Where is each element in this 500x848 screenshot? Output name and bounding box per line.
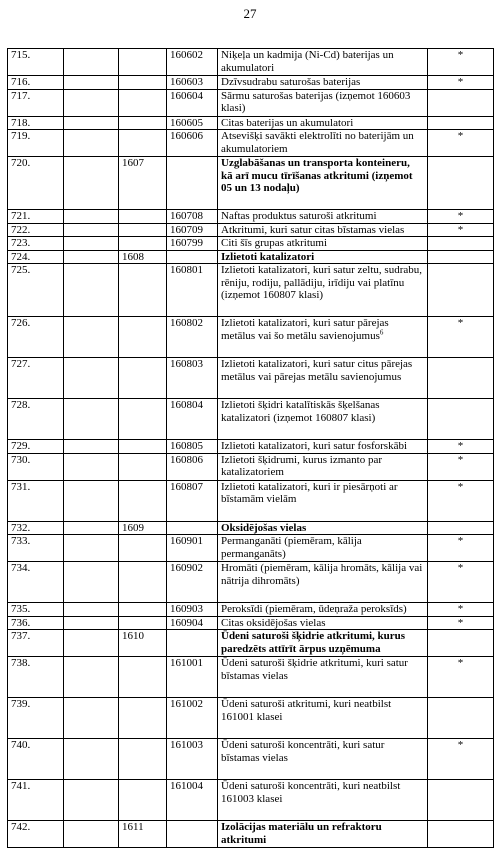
waste-description: Izlietoti katalizatori, kuri satur fosforskābi bbox=[218, 440, 428, 454]
hazard-mark: * bbox=[428, 440, 494, 454]
row-number: 723. bbox=[8, 237, 64, 251]
waste-code: 160709 bbox=[167, 223, 218, 237]
waste-description: Atsevišķi savākti elektrolīti no baterijām un akumulatoriem bbox=[218, 130, 428, 157]
row-number: 717. bbox=[8, 89, 64, 116]
row-number: 727. bbox=[8, 358, 64, 399]
waste-code bbox=[167, 630, 218, 657]
table-row bbox=[8, 603, 494, 617]
empty-cell bbox=[64, 453, 119, 480]
empty-cell bbox=[64, 562, 119, 603]
waste-code: 160801 bbox=[167, 264, 218, 317]
hazard-mark bbox=[428, 521, 494, 535]
table-row bbox=[8, 250, 494, 264]
table-row bbox=[8, 89, 494, 116]
table-row bbox=[8, 739, 494, 780]
group-code: 1608 bbox=[119, 250, 167, 264]
waste-description: Citi šīs grupas atkritumi bbox=[218, 237, 428, 251]
row-number: 742. bbox=[8, 821, 64, 848]
waste-description: Ūdeni saturoši koncentrāti, kuri neatbilst 161003 klasei bbox=[218, 780, 428, 821]
row-number: 719. bbox=[8, 130, 64, 157]
row-number: 721. bbox=[8, 210, 64, 224]
waste-description: Ūdeni saturoši koncentrāti, kuri satur bīstamas vielas bbox=[218, 739, 428, 780]
waste-code: 160807 bbox=[167, 480, 218, 521]
group-code bbox=[119, 89, 167, 116]
waste-description: Izlietoti katalizatori, kuri ir piesārņoti ar bīstamām vielām bbox=[218, 480, 428, 521]
waste-code: 160606 bbox=[167, 130, 218, 157]
group-code bbox=[119, 49, 167, 76]
waste-code: 160802 bbox=[167, 317, 218, 358]
waste-code: 161003 bbox=[167, 739, 218, 780]
table-row bbox=[8, 76, 494, 90]
waste-description: Atkritumi, kuri satur citas bīstamas vielas bbox=[218, 223, 428, 237]
hazard-mark: * bbox=[428, 739, 494, 780]
table-row bbox=[8, 480, 494, 521]
hazard-mark bbox=[428, 358, 494, 399]
row-number: 737. bbox=[8, 630, 64, 657]
waste-description: Dzīvsudrabu saturošas baterijas bbox=[218, 76, 428, 90]
empty-cell bbox=[64, 535, 119, 562]
waste-description: Permanganāti (piemēram, kālija permanganāts) bbox=[218, 535, 428, 562]
group-code bbox=[119, 223, 167, 237]
waste-description: Izlietoti katalizatori, kuri satur citus pārejas metālus vai pārejas metālu savienojumus bbox=[218, 358, 428, 399]
waste-code bbox=[167, 157, 218, 210]
empty-cell bbox=[64, 223, 119, 237]
waste-description: Hromāti (piemēram, kālija hromāts, kālija vai nātrija dihromāts) bbox=[218, 562, 428, 603]
table-row bbox=[8, 116, 494, 130]
row-number: 734. bbox=[8, 562, 64, 603]
waste-code: 160904 bbox=[167, 616, 218, 630]
group-code bbox=[119, 358, 167, 399]
waste-code: 160603 bbox=[167, 76, 218, 90]
group-code: 1609 bbox=[119, 521, 167, 535]
row-number: 741. bbox=[8, 780, 64, 821]
hazard-mark bbox=[428, 116, 494, 130]
table-row bbox=[8, 399, 494, 440]
hazard-mark bbox=[428, 780, 494, 821]
group-code bbox=[119, 453, 167, 480]
row-number: 720. bbox=[8, 157, 64, 210]
hazard-mark bbox=[428, 237, 494, 251]
hazard-mark bbox=[428, 630, 494, 657]
empty-cell bbox=[64, 739, 119, 780]
waste-code: 161002 bbox=[167, 698, 218, 739]
row-number: 733. bbox=[8, 535, 64, 562]
waste-description: Naftas produktus saturoši atkritumi bbox=[218, 210, 428, 224]
row-number: 728. bbox=[8, 399, 64, 440]
empty-cell bbox=[64, 130, 119, 157]
hazard-mark bbox=[428, 157, 494, 210]
empty-cell bbox=[64, 116, 119, 130]
waste-description: Ūdeni saturoši šķidrie atkritumi, kuri satur bīstamas vielas bbox=[218, 657, 428, 698]
table-row bbox=[8, 535, 494, 562]
waste-code: 161001 bbox=[167, 657, 218, 698]
row-number: 739. bbox=[8, 698, 64, 739]
row-number: 731. bbox=[8, 480, 64, 521]
table-row bbox=[8, 440, 494, 454]
hazard-mark: * bbox=[428, 616, 494, 630]
waste-description: Oksidējošas vielas bbox=[218, 521, 428, 535]
row-number: 726. bbox=[8, 317, 64, 358]
empty-cell bbox=[64, 698, 119, 739]
hazard-mark: * bbox=[428, 210, 494, 224]
group-code bbox=[119, 237, 167, 251]
group-code bbox=[119, 399, 167, 440]
waste-code: 160902 bbox=[167, 562, 218, 603]
group-code bbox=[119, 616, 167, 630]
waste-code: 160806 bbox=[167, 453, 218, 480]
empty-cell bbox=[64, 630, 119, 657]
row-number: 716. bbox=[8, 76, 64, 90]
group-code: 1610 bbox=[119, 630, 167, 657]
hazard-mark: * bbox=[428, 49, 494, 76]
waste-code bbox=[167, 821, 218, 848]
table-row bbox=[8, 562, 494, 603]
waste-description: Izlietoti katalizatori, kuri satur pārejas metālus vai šo metālu savienojumus$^6$ bbox=[218, 317, 428, 358]
hazard-mark: * bbox=[428, 480, 494, 521]
hazard-mark: * bbox=[428, 453, 494, 480]
empty-cell bbox=[64, 76, 119, 90]
empty-cell bbox=[64, 603, 119, 617]
hazard-mark: * bbox=[428, 535, 494, 562]
group-code bbox=[119, 657, 167, 698]
table-row bbox=[8, 616, 494, 630]
waste-code: 160604 bbox=[167, 89, 218, 116]
table-row bbox=[8, 264, 494, 317]
empty-cell bbox=[64, 440, 119, 454]
waste-description: Uzglabāšanas un transporta konteineru, kā arī mucu tīrīšanas atkritumi (izņemot 05 un 13 nodaļu) bbox=[218, 157, 428, 210]
hazard-mark: * bbox=[428, 223, 494, 237]
group-code bbox=[119, 780, 167, 821]
table-row bbox=[8, 157, 494, 210]
hazard-mark bbox=[428, 264, 494, 317]
empty-cell bbox=[64, 657, 119, 698]
table-row bbox=[8, 237, 494, 251]
row-number: 730. bbox=[8, 453, 64, 480]
hazard-mark bbox=[428, 250, 494, 264]
empty-cell bbox=[64, 317, 119, 358]
waste-code bbox=[167, 521, 218, 535]
empty-cell bbox=[64, 250, 119, 264]
waste-description: Izlietoti katalizatori bbox=[218, 250, 428, 264]
row-number: 736. bbox=[8, 616, 64, 630]
empty-cell bbox=[64, 821, 119, 848]
empty-cell bbox=[64, 780, 119, 821]
group-code bbox=[119, 130, 167, 157]
row-number: 738. bbox=[8, 657, 64, 698]
empty-cell bbox=[64, 616, 119, 630]
group-code: 1607 bbox=[119, 157, 167, 210]
empty-cell bbox=[64, 399, 119, 440]
waste-description: Ūdeni saturoši šķidrie atkritumi, kurus paredzēts attīrīt ārpus uzņēmuma bbox=[218, 630, 428, 657]
table-row bbox=[8, 821, 494, 848]
waste-description: Citas oksidējošas vielas bbox=[218, 616, 428, 630]
waste-description: Sārmu saturošas baterijas (izņemot 160603 klasi) bbox=[218, 89, 428, 116]
group-code: 1611 bbox=[119, 821, 167, 848]
group-code bbox=[119, 210, 167, 224]
group-code bbox=[119, 440, 167, 454]
waste-description: Izolācijas materiālu un refraktoru atkritumi bbox=[218, 821, 428, 848]
empty-cell bbox=[64, 480, 119, 521]
hazard-mark bbox=[428, 399, 494, 440]
waste-code: 160803 bbox=[167, 358, 218, 399]
waste-code: 160799 bbox=[167, 237, 218, 251]
table-row bbox=[8, 130, 494, 157]
hazard-mark: * bbox=[428, 76, 494, 90]
row-number: 722. bbox=[8, 223, 64, 237]
table-row bbox=[8, 780, 494, 821]
hazard-mark bbox=[428, 698, 494, 739]
empty-cell bbox=[64, 264, 119, 317]
waste-code: 160605 bbox=[167, 116, 218, 130]
hazard-mark bbox=[428, 89, 494, 116]
hazard-mark: * bbox=[428, 562, 494, 603]
group-code bbox=[119, 480, 167, 521]
waste-code bbox=[167, 250, 218, 264]
group-code bbox=[119, 116, 167, 130]
hazard-mark: * bbox=[428, 130, 494, 157]
empty-cell bbox=[64, 157, 119, 210]
waste-description: Ūdeni saturoši atkritumi, kuri neatbilst 161001 klasei bbox=[218, 698, 428, 739]
empty-cell bbox=[64, 521, 119, 535]
group-code bbox=[119, 698, 167, 739]
row-number: 732. bbox=[8, 521, 64, 535]
empty-cell bbox=[64, 358, 119, 399]
table-row bbox=[8, 49, 494, 76]
waste-description: Izlietoti šķidrumi, kurus izmanto par katalizatoriem bbox=[218, 453, 428, 480]
empty-cell bbox=[64, 237, 119, 251]
waste-description: Izlietoti šķidri katalītiskās šķelšanas katalizatori (izņemot 160807 klasi) bbox=[218, 399, 428, 440]
table-row bbox=[8, 210, 494, 224]
hazard-mark bbox=[428, 821, 494, 848]
waste-description: Citas baterijas un akumulatori bbox=[218, 116, 428, 130]
footnote-marker: 6 bbox=[379, 327, 384, 336]
row-number: 724. bbox=[8, 250, 64, 264]
hazard-mark: * bbox=[428, 603, 494, 617]
waste-code: 160804 bbox=[167, 399, 218, 440]
row-number: 715. bbox=[8, 49, 64, 76]
hazard-mark: * bbox=[428, 657, 494, 698]
row-number: 718. bbox=[8, 116, 64, 130]
row-number: 725. bbox=[8, 264, 64, 317]
empty-cell bbox=[64, 49, 119, 76]
waste-code: 160805 bbox=[167, 440, 218, 454]
waste-code: 160901 bbox=[167, 535, 218, 562]
row-number: 729. bbox=[8, 440, 64, 454]
table-row bbox=[8, 453, 494, 480]
waste-description: Niķeļa un kadmija (Ni-Cd) baterijas un akumulatori bbox=[218, 49, 428, 76]
group-code bbox=[119, 76, 167, 90]
table-row bbox=[8, 223, 494, 237]
table-row bbox=[8, 317, 494, 358]
table-row bbox=[8, 698, 494, 739]
table-row bbox=[8, 657, 494, 698]
group-code bbox=[119, 317, 167, 358]
empty-cell bbox=[64, 89, 119, 116]
table-row bbox=[8, 630, 494, 657]
waste-code: 160708 bbox=[167, 210, 218, 224]
waste-code: 161004 bbox=[167, 780, 218, 821]
waste-code: 160903 bbox=[167, 603, 218, 617]
table-row bbox=[8, 521, 494, 535]
group-code bbox=[119, 264, 167, 317]
waste-classification-table bbox=[7, 48, 494, 848]
row-number: 740. bbox=[8, 739, 64, 780]
group-code bbox=[119, 603, 167, 617]
waste-code: 160602 bbox=[167, 49, 218, 76]
waste-description: Peroksīdi (piemēram, ūdeņraža peroksīds) bbox=[218, 603, 428, 617]
hazard-mark: * bbox=[428, 317, 494, 358]
group-code bbox=[119, 535, 167, 562]
row-number: 735. bbox=[8, 603, 64, 617]
waste-description: Izlietoti katalizatori, kuri satur zeltu, sudrabu, rēniju, rodiju, pallādiju, irīdiju vai platīnu (izņemot 160807 klasi) bbox=[218, 264, 428, 317]
empty-cell bbox=[64, 210, 119, 224]
group-code bbox=[119, 562, 167, 603]
page-number: 27 bbox=[243, 6, 257, 21]
table-row bbox=[8, 358, 494, 399]
group-code bbox=[119, 739, 167, 780]
